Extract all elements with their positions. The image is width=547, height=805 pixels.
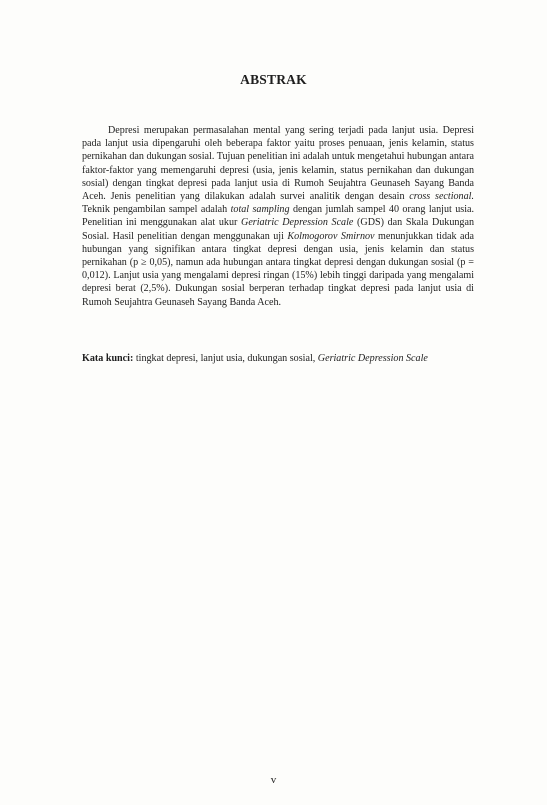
page-number: v [270, 774, 277, 786]
keywords-italic: Geriatric Depression Scale [317, 353, 428, 364]
keywords [82, 349, 474, 369]
abstract-segment: (GDS) dan Skala Dukungan Sosial. Hasil penelitian dengan menggunakan uji [82, 217, 475, 242]
abstract-segment: dengan jumlah sampel 40 orang lanjut usia. Penelitian ini menggunakan alat ukur [82, 204, 475, 229]
abstract-segment-italic: Geriatric Depression Scale [241, 217, 354, 229]
abstract-paragraph [82, 124, 474, 309]
abstract-segment-italic: total sampling [230, 204, 290, 216]
keywords-text: tingkat depresi, lanjut usia, dukungan sosial, [133, 353, 318, 364]
abstract-title: ABSTRAK [240, 72, 307, 87]
abstract-segment-italic: cross sectional. [409, 191, 474, 203]
abstract-segment: menunjukkan tidak ada hubungan yang signifikan antara tingkat depresi dengan usia, jenis kelamin dan status pernikahan (p ≥ 0,05), namun ada hubungan antara tingkat depresi dengan dukungan sosial (p = 0,012). Lanjut usia yang mengalami depresi ringan (15%) lebih tinggi daripada yang mengalami depresi berat (2,5%). Dukungan sosial berperan terhadap tingkat depresi pada lanjut usia di Rumoh Seujahtra Geunaseh Sayang Banda Aceh. [82, 230, 474, 308]
abstract-segment: Depresi merupakan permasalahan mental yang sering terjadi pada lanjut usia. Depresi pada lanjut usia dipengaruhi oleh beberapa faktor yaitu proses penuaan, jenis kelamin, status pernikahan dan dukungan sosial. Tujuan penelitian ini adalah untuk mengetahui hubungan antara faktor-faktor yang memengaruhi depresi (usia, jenis kelamin, status pernikahan dan dukungan sosial) dengan tingkat depresi pada lanjut usia di Rumoh Seujahtra Geunaseh Sayang Banda Aceh. Jenis penelitian yang dilakukan adalah survei analitik dengan desain [82, 125, 474, 203]
abstract-segment-italic: Kolmogorov Smirnov [287, 230, 375, 242]
keywords-label: Kata kunci: [82, 353, 134, 364]
abstract-segment: Teknik pengambilan sampel adalah [82, 204, 231, 216]
